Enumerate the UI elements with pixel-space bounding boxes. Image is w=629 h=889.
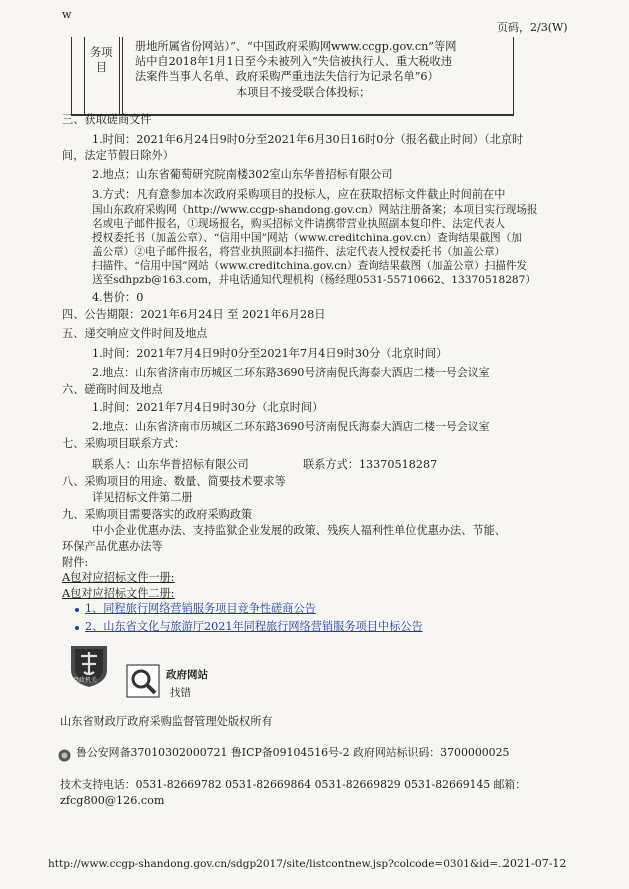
s9-line2: 环保产品优惠办法等	[62, 540, 163, 553]
copyright: 山东省财政厅政府采购监督管理处版权所有	[60, 715, 273, 728]
related-link-1[interactable]: 1、同程旅行网络营销服务项目竞争性磋商公告	[85, 602, 316, 615]
section-6-title: 六、磋商时间及地点	[62, 383, 163, 396]
s7-phone: 联系方式：13370518287	[303, 458, 438, 471]
police-emblem-icon	[58, 747, 71, 766]
s7-contact: 联系人：山东华普招标有限公司	[92, 458, 249, 471]
s6-time: 1.时间：2021年7月4日9时30分（北京时间）	[92, 401, 324, 414]
page-mark: w	[62, 8, 72, 21]
bullet-icon	[75, 608, 79, 612]
s9-line1: 中小企业优惠办法、支持监狱企业发展的政策、残疾人福利性单位优惠办法、节能、	[92, 524, 506, 537]
gov-site-label: 政府网站	[166, 669, 208, 681]
page-url: http://www.ccgp-shandong.gov.cn/sdgp2017/site/listcontnew.jsp?colcode=0301&id=...	[48, 858, 509, 870]
s5-time: 1.时间：2021年7月4日9时0分至2021年7月4日9时30分（北京时间）	[92, 347, 448, 360]
gov-site-error-badge[interactable]	[126, 664, 208, 702]
attachment-link-1[interactable]: A包对应招标文件一册:	[62, 571, 175, 584]
table-cell-line: 本项目不接受联合体投标；	[236, 86, 371, 99]
section-8-title: 八、采购项目的用途、数量、简要技术要求等	[62, 475, 286, 488]
s3-method-line: 3.方式：凡有意参加本次政府采购项目的投标人，应在获取招标文件截止时间前在中	[92, 188, 506, 201]
s3-place: 2.地点：山东省葡萄研究院南楼302室山东华普招标有限公司	[92, 168, 393, 181]
s3-method-line: 送至sdhpzb@163.com，并电话通知代理机构（杨经理0531-55710662、13370518287）	[92, 274, 537, 286]
party-gov-badge[interactable]	[67, 642, 111, 692]
table-label-line1: 务项	[90, 46, 113, 59]
s3-time-line2: 间，法定节假日除外）	[62, 149, 174, 162]
table-label-line2: 目	[96, 61, 108, 74]
table-cell-line: 册地所属省份网站）”、“中国政府采购网www.ccgp.gov.cn”等网	[135, 40, 457, 53]
s3-price: 4.售价：0	[92, 291, 144, 304]
tech-support-line1: 技术支持电话：0531-82669782 0531-82669864 0531-82669829 0531-82669145 邮箱：	[60, 778, 527, 791]
party-gov-caption: 党政机关	[73, 677, 98, 684]
section-3-title: 三、获取磋商文件	[62, 113, 152, 126]
s3-method-line: 国山东政府采购网（http://www.ccgp-shandong.gov.cn）网站注册备案；本项目实行现场报	[92, 204, 538, 216]
section-4: 四、公告期限：2021年6月24日 至 2021年6月28日	[62, 308, 326, 321]
section-7-title: 七、采购项目联系方式：	[62, 437, 186, 450]
attachments-title: 附件:	[62, 556, 89, 569]
section-5-title: 五、递交响应文件时间及地点	[62, 327, 208, 340]
page-number: 页码，2/3(W)	[497, 21, 568, 34]
s6-place: 2.地点：山东省济南市历城区二环东路3690号济南倪氏海泰大酒店二楼一号会议室	[92, 420, 490, 433]
tech-support-email: zfcg800@126.com	[60, 794, 165, 807]
record-numbers: 鲁公安网备37010302000721 鲁ICP备09104516号-2 政府网站标识码：3700000025	[76, 746, 510, 759]
s8-detail: 详见招标文件第二册	[92, 491, 193, 504]
bullet-icon	[75, 626, 79, 630]
s3-method-line: 扫描件、“信用中国”网站（www.creditchina.gov.cn）查询结果截图（加盖公章）扫描件发	[92, 260, 528, 272]
s3-method-line: 盖公章）②电子邮件报名，将营业执照副本扫描件、法定代表人授权委托书（加盖公章）	[92, 246, 506, 258]
table-cell-line: 站中自2018年1月1日至今未被列入“失信被执行人、重大税收违	[135, 55, 452, 68]
attachment-link-2[interactable]: A包对应招标文件二册:	[62, 587, 175, 600]
magnifier-icon	[126, 664, 160, 698]
section-9-title: 九、采购项目需要落实的政府采购政策	[62, 508, 253, 521]
s3-method-line: 名或电子邮件报名，①现场报名，购买招标文件请携带营业执照副本复印件、法定代表人	[92, 218, 506, 230]
s3-method-line: 授权委托书（加盖公章）、“信用中国”网站（www.creditchina.gov.cn）查询结果截图（加	[92, 232, 522, 244]
table-cell-line: 法案件当事人名单、政府采购严重违法失信行为记录名单”6）	[135, 70, 439, 83]
s3-time-line1: 1.时间：2021年6月24日9时0分至2021年6月30日16时0分（报名截止时间）（北京时	[92, 133, 524, 146]
s5-place: 2.地点：山东省济南市历城区二环东路3690号济南倪氏海泰大酒店二楼一号会议室	[92, 366, 490, 379]
related-link-2[interactable]: 2、山东省文化与旅游厅2021年同程旅行网络营销服务项目中标公告	[85, 620, 423, 633]
find-error-label: 找错	[170, 687, 191, 699]
print-date: 2021-07-12	[503, 857, 567, 870]
